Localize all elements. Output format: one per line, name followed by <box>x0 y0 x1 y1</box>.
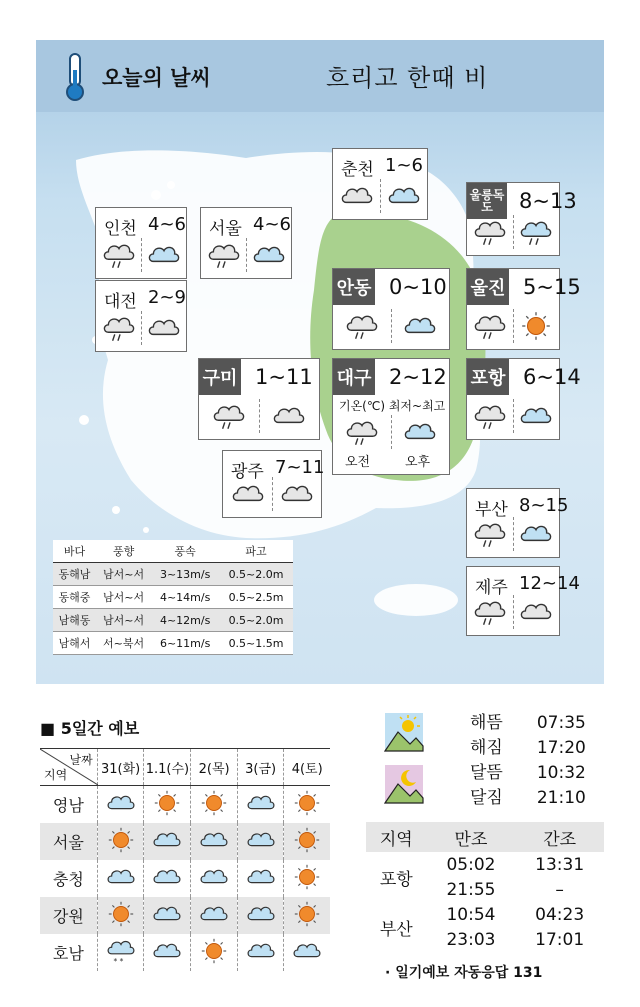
city-name: 포항 <box>467 359 509 395</box>
city-card <box>466 182 577 256</box>
city-temperature: 2~9 <box>148 287 186 308</box>
tide-low: – <box>555 879 564 900</box>
partly-cloudy-icon <box>144 823 191 860</box>
sun-moon-row <box>470 708 586 733</box>
sea-cell: 3~13m/s <box>151 563 219 586</box>
sun-moon-label: 달뜸 <box>470 763 503 783</box>
partly-cloudy-icon <box>284 934 330 971</box>
partly-cloudy-icon <box>237 934 284 971</box>
rain-icon <box>473 215 507 253</box>
city-card <box>332 358 450 475</box>
sun-icon <box>97 823 144 860</box>
rain-icon <box>212 399 246 437</box>
card-divider <box>513 595 514 629</box>
sun-moon-row <box>470 783 586 808</box>
partly-cloudy-icon <box>519 399 553 437</box>
sun-icon <box>144 786 191 824</box>
sea-header-cell: 바다 <box>53 540 96 563</box>
forecast-title: ■ 5일간 예보 <box>40 719 140 738</box>
city-temperature: 2~12 <box>389 365 447 389</box>
moonrise-icon <box>384 764 424 804</box>
city-temperature: 8~13 <box>519 189 577 213</box>
weather-summary: 흐리고 한때 비 <box>326 64 489 92</box>
partly-cloudy-icon <box>191 860 238 897</box>
sea-cell: 동해중 <box>53 586 96 609</box>
city-name: 안동 <box>333 269 375 305</box>
tide-high: 05:02 <box>446 854 496 875</box>
city-name: 대구 <box>333 359 375 395</box>
card-divider <box>391 309 392 343</box>
sun-icon <box>284 860 330 897</box>
partly-cloudy-icon <box>387 179 421 217</box>
forecast-region: 서울 <box>40 823 97 860</box>
sea-row <box>53 609 293 632</box>
tide-low: 13:31 <box>535 854 585 875</box>
city-card <box>332 268 450 350</box>
partly-cloudy-icon <box>237 786 284 824</box>
sun-moon-label: 해짐 <box>470 738 503 758</box>
tide-region: 포항 <box>379 869 413 890</box>
sea-cell: 남서~서 <box>96 586 151 609</box>
sea-cell: 6~11m/s <box>151 632 219 655</box>
tide-row <box>366 852 604 877</box>
partly-cloudy-icon <box>237 860 284 897</box>
sun-moon-times <box>470 708 586 808</box>
city-name: 제주 <box>475 578 508 598</box>
card-divider <box>246 238 247 272</box>
partly-cloudy-icon <box>144 860 191 897</box>
forecast-row <box>40 860 330 897</box>
forecast-row <box>40 786 330 824</box>
sun-moon-time: 17:20 <box>536 738 586 758</box>
city-temperature: 8~15 <box>519 495 569 516</box>
sunrise-icon <box>384 712 424 752</box>
svg-text:* *: * * <box>113 956 123 966</box>
forecast-day: 3(금) <box>237 749 284 786</box>
partly-cloudy-icon <box>191 897 238 934</box>
tide-region: 부산 <box>379 919 413 940</box>
rain-icon <box>473 309 507 347</box>
city-card <box>466 358 581 440</box>
corner-region-label: 지역 <box>44 768 68 782</box>
card-divider <box>141 311 142 345</box>
card-divider <box>380 179 381 213</box>
tide-row <box>366 902 604 927</box>
time-of-day-label: 오후 <box>405 455 431 470</box>
sea-cell: 0.5~2.0m <box>219 609 293 632</box>
forecast-row <box>40 823 330 860</box>
auto-response-line: · 일기예보 자동응답 131 <box>385 965 543 981</box>
tide-low: 17:01 <box>535 929 585 950</box>
sea-row <box>53 563 293 586</box>
partly-cloudy-icon <box>97 786 144 824</box>
partly-cloudy-icon <box>252 238 286 276</box>
sun-moon-time: 10:32 <box>536 763 586 783</box>
cloud-icon <box>231 477 265 515</box>
city-temperature: 1~6 <box>385 155 423 176</box>
card-divider <box>513 309 514 343</box>
city-temperature: 1~11 <box>255 365 313 389</box>
card-divider <box>513 215 514 249</box>
card-divider <box>391 415 392 449</box>
rain-icon <box>102 311 136 349</box>
sea-table-header <box>53 540 293 563</box>
tide-header-row <box>366 822 604 852</box>
partly-cloudy-icon <box>403 415 437 453</box>
city-temperature: 6~14 <box>523 365 581 389</box>
rain-icon <box>207 238 241 276</box>
panel-header <box>36 40 604 112</box>
card-divider <box>141 238 142 272</box>
city-temperature: 7~11 <box>275 457 325 478</box>
sea-header-cell: 파고 <box>219 540 293 563</box>
partly-cloudy-icon <box>519 517 553 555</box>
sun-icon <box>519 309 553 347</box>
card-divider <box>259 399 260 433</box>
forecast-table <box>40 748 330 971</box>
sun-icon <box>284 897 330 934</box>
sea-table <box>53 540 293 655</box>
forecast-row <box>40 897 330 934</box>
partly-cloudy-icon <box>147 238 181 276</box>
rain-icon <box>473 595 507 633</box>
city-temperature: 12~14 <box>519 573 580 594</box>
city-card <box>95 280 187 352</box>
tide-high: 10:54 <box>446 904 496 925</box>
sun-moon-label: 달짐 <box>470 788 503 808</box>
city-card <box>222 450 325 518</box>
cloud-icon <box>272 399 306 437</box>
time-of-day-label: 오전 <box>345 455 371 470</box>
sun-moon-row <box>470 758 586 783</box>
sea-cell: 0.5~2.5m <box>219 586 293 609</box>
partly-cloudy-icon <box>144 934 191 971</box>
sun-icon <box>191 934 238 971</box>
city-card <box>466 268 581 350</box>
forecast-day: 4(토) <box>284 749 330 786</box>
sea-cell: 4~12m/s <box>151 609 219 632</box>
sea-cell: 0.5~1.5m <box>219 632 293 655</box>
city-name: 구미 <box>199 359 241 395</box>
rain-icon <box>345 415 379 453</box>
city-card <box>95 207 187 279</box>
cloud-icon <box>340 179 374 217</box>
forecast-region: 충청 <box>52 870 84 889</box>
partly-rain-icon <box>519 215 553 253</box>
city-card <box>466 488 569 558</box>
city-temperature: 5~15 <box>523 275 581 299</box>
forecast-region: 강원 <box>40 897 97 934</box>
thermometer-icon <box>60 52 90 102</box>
forecast-corner <box>40 749 97 786</box>
sea-cell: 남해동 <box>53 609 96 632</box>
today-label: 오늘의 날씨 <box>102 66 211 90</box>
rain-icon <box>473 399 507 437</box>
forecast-region: 영남 <box>52 796 84 815</box>
card-divider <box>272 477 273 511</box>
rain-icon <box>473 517 507 555</box>
sun-moon-time: 21:10 <box>536 788 586 808</box>
tide-header-cell: 만조 <box>427 822 516 852</box>
sun-icon <box>191 786 238 824</box>
card-divider <box>513 517 514 551</box>
city-name: 인천 <box>104 219 137 239</box>
sun-moon-row <box>470 733 586 758</box>
cloud-icon <box>280 477 314 515</box>
sea-cell: 4~14m/s <box>151 586 219 609</box>
cloud-icon <box>519 595 553 633</box>
rain-icon <box>345 309 379 347</box>
sun-icon <box>284 823 330 860</box>
forecast-header-row <box>40 749 330 786</box>
card-divider <box>513 399 514 433</box>
cloud-icon <box>147 311 181 349</box>
rain-icon <box>102 238 136 276</box>
corner-date-label: 날짜 <box>69 753 93 767</box>
tide-header-cell: 지역 <box>366 822 427 852</box>
forecast-row <box>40 934 330 971</box>
tide-table <box>366 822 604 952</box>
city-name: 울릉독도 <box>467 183 507 219</box>
city-name: 대전 <box>104 292 137 312</box>
city-name: 부산 <box>475 500 508 520</box>
city-card <box>332 148 428 220</box>
temperature-legend: 기온(℃) 최저~최고 <box>339 399 446 413</box>
city-name: 울진 <box>467 269 509 305</box>
partly-cloudy-icon <box>237 897 284 934</box>
city-temperature: 0~10 <box>389 275 447 299</box>
sea-cell: 0.5~2.0m <box>219 563 293 586</box>
forecast-day: 31(화) <box>97 749 144 786</box>
city-temperature: 4~6 <box>253 214 291 235</box>
sun-moon-time: 07:35 <box>536 713 586 733</box>
forecast-day: 2(목) <box>191 749 238 786</box>
sea-cell: 남서~서 <box>96 563 151 586</box>
tide-header-cell: 간조 <box>515 822 604 852</box>
city-card <box>198 358 320 440</box>
tide-high: 21:55 <box>446 879 496 900</box>
partly-cloudy-icon <box>97 860 144 897</box>
tide-high: 23:03 <box>446 929 496 950</box>
sea-row <box>53 632 293 655</box>
sea-cell: 서~북서 <box>96 632 151 655</box>
sea-row <box>53 586 293 609</box>
sea-header-cell: 풍향 <box>96 540 151 563</box>
tide-low: 04:23 <box>535 904 585 925</box>
city-card <box>466 566 580 636</box>
partly-cloudy-icon <box>237 823 284 860</box>
partly-cloudy-icon <box>403 309 437 347</box>
partly-snow-icon <box>97 934 144 971</box>
sea-header-cell: 풍속 <box>151 540 219 563</box>
city-name: 광주 <box>231 462 264 482</box>
city-temperature: 4~6 <box>148 214 186 235</box>
sun-icon <box>97 897 144 934</box>
sun-icon <box>284 786 330 824</box>
forecast-region: 호남 <box>52 944 84 963</box>
city-name: 서울 <box>209 219 242 239</box>
sun-moon-label: 해뜸 <box>470 713 503 733</box>
sea-cell: 남해서 <box>53 632 96 655</box>
forecast-day: 1.1(수) <box>144 749 191 786</box>
partly-cloudy-icon <box>191 823 238 860</box>
sea-cell: 남서~서 <box>96 609 151 632</box>
partly-cloudy-icon <box>144 897 191 934</box>
sea-cell: 동해남 <box>53 563 96 586</box>
city-name: 춘천 <box>341 160 374 180</box>
city-card <box>200 207 292 279</box>
